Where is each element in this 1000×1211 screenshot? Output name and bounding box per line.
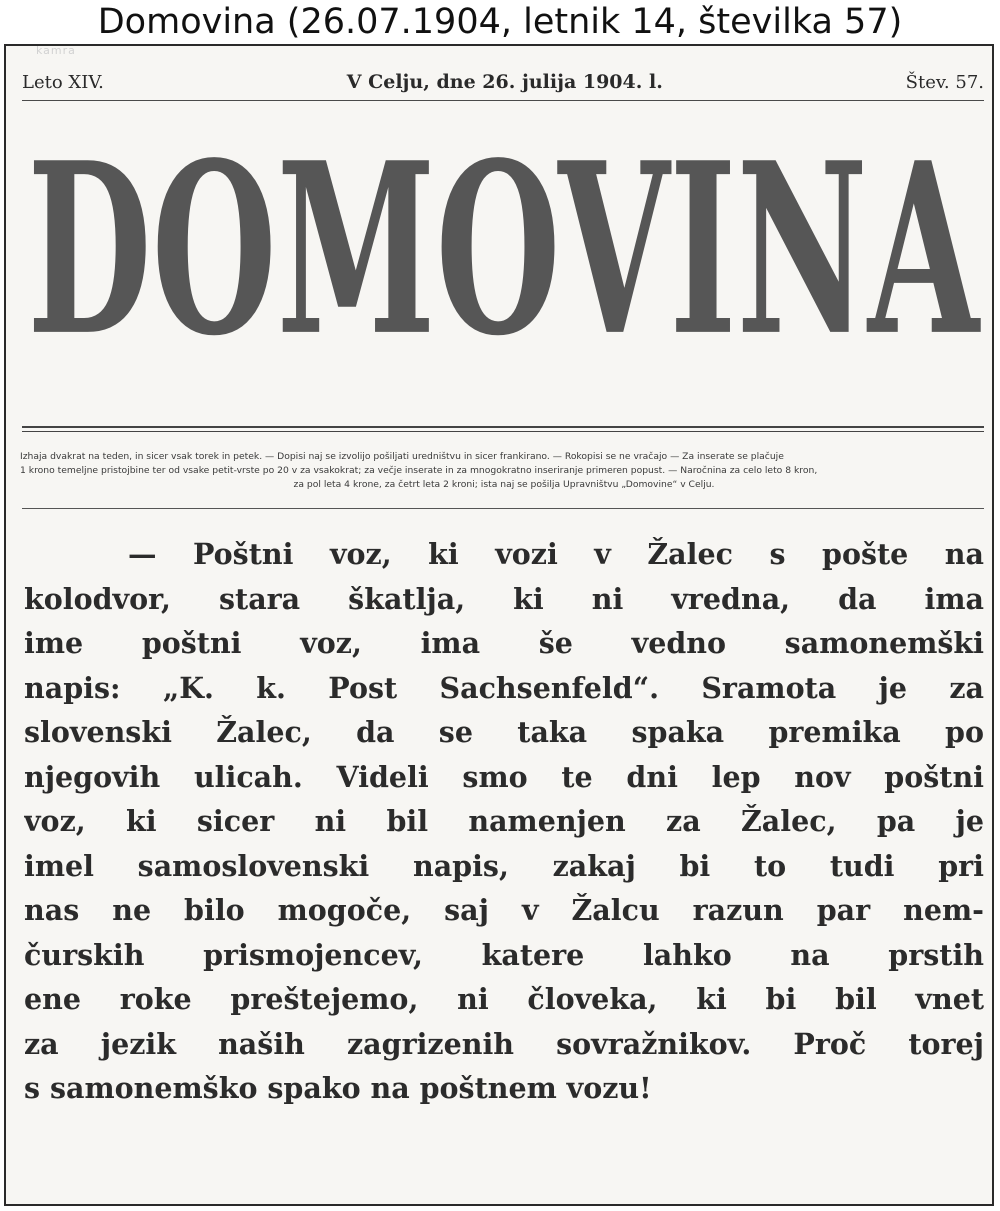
- article-body: [24, 532, 984, 1111]
- article-line: ene roke preštejemo, ni človeka, ki bi bil vnet: [24, 982, 984, 1016]
- article-line: kolodvor, stara škatlja, ki ni vredna, da ima: [24, 581, 984, 616]
- notice-line: Izhaja dvakrat na teden, in sicer vsak torek in petek. — Dopisi naj se izvolijo pošiljati uredništvu in sicer frankirano. — Rokopisi se ne vračajo — Za inserate se plačuje: [20, 451, 784, 462]
- dateline: [22, 64, 984, 101]
- article-line: njegovih ulicah. Videli smo te dni lep nov poštni: [24, 759, 984, 794]
- notice-line: za pol leta 4 krone, za četrt leta 2 kroni; ista naj se pošilja Upravništvu „Domovine“ v Celju.: [293, 479, 715, 490]
- volume-label: Leto XIV.: [22, 71, 104, 93]
- article-line: čurskih prismojencev, katere lahko na prstih: [24, 937, 984, 972]
- publication-notice: [20, 450, 988, 492]
- article-line: za jezik naših zagrizenih sovražnikov. Proč torej: [24, 1026, 984, 1061]
- watermark: kamra: [36, 44, 76, 57]
- notice-line: 1 krono temeljne pristojbine ter od vsake petit-vrste po 20 v za vsakokrat; za večje inserate in za mnogokratno inseriranje primeren popust. — Naročnina za celo leto 8 kron,: [20, 465, 818, 476]
- article-line: imel samoslovenski napis, zakaj bi to tudi pri: [24, 848, 984, 883]
- article-line: napis: „K. k. Post Sachsenfeld“. Sramota je za: [24, 670, 984, 705]
- article-line: s samonemško spako na poštnem vozu!: [24, 1071, 652, 1105]
- article-line: voz, ki sicer ni bil namenjen za Žalec, pa je: [24, 804, 984, 838]
- article-line: slovenski Žalec, da se taka spaka premika po: [24, 715, 984, 749]
- masthead: [22, 110, 984, 390]
- notice-rule: [22, 508, 984, 509]
- place-date: V Celju, dne 26. julija 1904. l.: [346, 71, 663, 93]
- masthead-title: DOMOVINA: [27, 111, 979, 389]
- article-line: — Poštni voz, ki vozi v Žalec s pošte na: [128, 537, 984, 571]
- masthead-rule: [22, 426, 984, 432]
- article-line: nas ne bilo mogoče, saj v Žalcu razun par nem-: [24, 893, 984, 927]
- newspaper-clipping: [4, 44, 994, 1206]
- page-caption: Domovina (26.07.1904, letnik 14, številka 57): [97, 2, 903, 42]
- issue-number: Štev. 57.: [905, 71, 984, 93]
- article-line: ime poštni voz, ima še vedno samonemški: [24, 626, 984, 660]
